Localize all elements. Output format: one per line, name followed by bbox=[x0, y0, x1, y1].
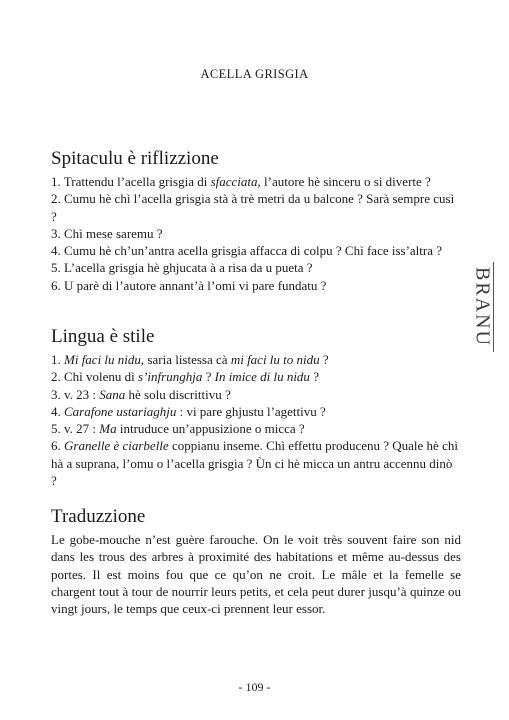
question-item: 6. U parè di l’autore annant’à l’omi vi pare fundatu ? bbox=[51, 277, 327, 293]
section-title: Lingua è stile bbox=[51, 326, 155, 347]
question-item: 1. Mi faci lu nidu, saria listessa cà mi faci lu to nidu ? bbox=[51, 352, 329, 367]
side-tab bbox=[471, 262, 494, 352]
question-item: 3. Chì mese saremu ? bbox=[51, 225, 163, 241]
section-title: Traduzzione bbox=[51, 506, 146, 527]
translation-paragraph: Le gobe-mouche n’est guère farouche. On le voit très souvent faire son nid dans les trous des arbres à proximité des habitations et même au-dessus des portes. Il est moins fou que ce qu’on ne croit. Le mâle et la femelle se chargent tout à tour de nourrir leurs petits, et cela peut durer jusqu’à quinze ou vingt jours, le temps que ceux-ci prennent leur essor. bbox=[51, 532, 461, 617]
question-item: 2. Cumu hè chì l’acella grisgia stà à trè metri da u balcone ? Sarà sempre cusì ? bbox=[51, 191, 455, 224]
question-item: 4. Carafone ustariaghju : vi pare ghjustu l’agettivu ? bbox=[51, 403, 326, 419]
page-number: - 109 - bbox=[238, 680, 271, 694]
question-item: 3. v. 23 : Sana hè solu discrittivu ? bbox=[51, 386, 231, 402]
section-traduzzione bbox=[51, 506, 461, 617]
section-lingua bbox=[51, 326, 461, 489]
question-item: 6. Granelle è ciarbelle coppianu inseme. Chì effettu producenu ? Quale hè chì hà a suprana, l’omu o l’acella grisgia ? Ùn ci hè micca un antru accennu dinò ? bbox=[51, 438, 458, 489]
section-title: Spitaculu è riflizzione bbox=[51, 148, 219, 169]
question-item: 2. Chì volenu dì s’infrunghja ? In imice di lu nidu ? bbox=[51, 369, 319, 385]
side-tab-label: BRANU bbox=[471, 266, 494, 348]
question-item: 5. L’acella grisgia hè ghjucata à a risa da u pueta ? bbox=[51, 260, 313, 276]
question-item: 1. Trattendu l’acella grisgia di sfacciata, l’autore hè sinceru o si diverte ? bbox=[51, 174, 431, 189]
section-spettaculu bbox=[51, 148, 461, 294]
question-item: 5. v. 27 : Ma intruduce un’appusizione o micca ? bbox=[51, 421, 305, 437]
running-head: ACELLA GRISGIA bbox=[200, 67, 309, 81]
question-item: 4. Cumu hè ch’un’antra acella grisgia affacca di colpu ? Chì face iss’altra ? bbox=[51, 243, 443, 259]
